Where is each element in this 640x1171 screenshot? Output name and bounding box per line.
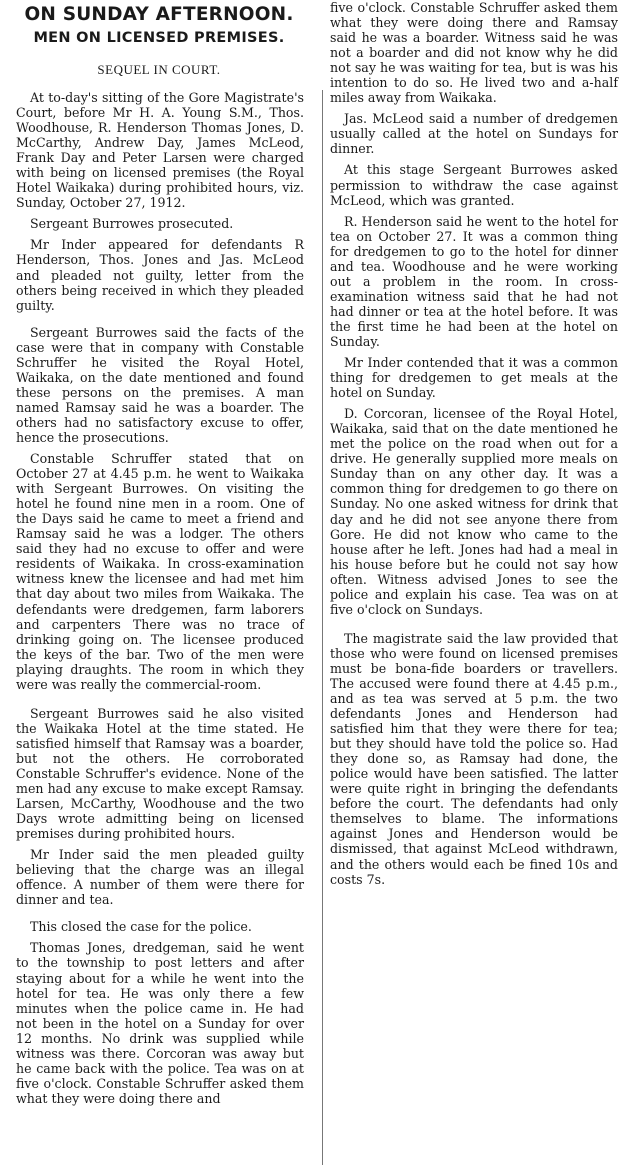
paragraph: five o'clock. Constable Schruffer asked them what they were doing there and Ramsay said he was a boarder. Witness said he was not a boarder and did not know why he did not say he was waiting for tea, but is was his intention to do so. He lived two and a-half miles away from Waikaka. (330, 0, 618, 106)
paragraph: Mr Inder appeared for defendants R Henderson, Thos. Jones and Jas. McLeod and pleaded not guilty, letter from the others being received in which they pleaded guilty. (16, 237, 304, 313)
paragraph: This closed the case for the police. (30, 919, 252, 935)
column-divider (322, 90, 323, 1165)
paragraph: At this stage Sergeant Burrowes asked permission to withdraw the case against McLeod, which was granted. (330, 162, 618, 208)
article-column-left (16, 90, 304, 1112)
paragraph: Mr Inder said the men pleaded guilty believing that the charge was an illegal offence. A number of them were there for dinner and tea. (16, 847, 304, 908)
paragraph: Sergeant Burrowes prosecuted. (30, 216, 234, 232)
paragraph: At to-day's sitting of the Gore Magistrate's Court, before Mr H. A. Young S.M., Thos. Woodhouse, R. Henderson Thomas Jones, D. McCarthy, Andrew Day, James McLeod, Frank Day and Peter Larsen were charged with being on licensed premises (the Royal Hotel Waikaka) during prohibited hours, viz. Sunday, October 27, 1912. (16, 90, 304, 211)
paragraph: Constable Schruffer stated that on October 27 at 4.45 p.m. he went to Waikaka with Sergeant Burrowes. On visiting the hotel he found nine men in a room. One of the Days said he came to meet a friend and Ramsay said he was a lodger. The others said they had no excuse to offer and were residents of Waikaka. In cross-examination witness knew the licensee and had met him that day about two miles from Waikaka. The defendants were dredgemen, farm laborers and carpenters There was no trace of drinking going on. The licensee produced the keys of the bar. Two of the men were playing draughts. The room in which they were was really the commercial-room. (16, 451, 304, 692)
paragraph: R. Henderson said he went to the hotel for tea on October 27. It was a common thing for dredgemen to go to the hotel for dinner and tea. Woodhouse and he were working out a problem in the room. In cross-examination witness said that he had not had dinner or tea at the hotel before. It was the first time he had been at the hotel on Sunday. (330, 213, 618, 349)
headline: ON SUNDAY AFTERNOON. (24, 4, 294, 25)
paragraph: D. Corcoran, licensee of the Royal Hotel, Waikaka, said that on the date mentioned he met the police on the road when out for a drive. He generally supplied more meals on Sunday than on any other day. It was a common thing for dredgemen to go there on Sunday. No one asked witness for drink that day and he did not see anyone there from Gore. He did not know who came to the house after he left. Jones had had a meal in his house before but he could not say how often. Witness advised Jones to see the police and explain his case. Tea was on at five o'clock on Sundays. (330, 406, 618, 617)
paragraph: Mr Inder contended that it was a common thing for dredgemen to get meals at the hotel on Sunday. (330, 355, 618, 401)
subheadline: MEN ON LICENSED PREMISES. (33, 30, 285, 46)
paragraph: Jas. McLeod said a number of dredgemen usually called at the hotel on Sundays for dinner. (330, 111, 618, 157)
paragraph: Sergeant Burrowes said the facts of the case were that in company with Constable Schruffer he visited the Royal Hotel, Waikaka, on the date mentioned and found these persons on the premises. A man named Ramsay said he was a boarder. The others had no satisfactory excuse to offer, hence the prosecutions. (16, 324, 304, 445)
paragraph: Thomas Jones, dredgeman, said he went to the township to post letters and after staying about for a while he went into the hotel for tea. He was only there a few minutes when the police came in. He had not been in the hotel on a Sunday for over 12 months. No drink was supplied while witness was there. Corcoran was away but he came back with the police. Tea was on at five o'clock. Constable Schruffer asked them what they were doing there and (16, 940, 304, 1106)
article-column-right (330, 0, 618, 893)
paragraph: Sergeant Burrowes said he also visited the Waikaka Hotel at the time stated. He satisfied himself that Ramsay was a boarder, but not the others. He corroborated Constable Schruffer's evidence. None of the men had any excuse to make except Ramsay. Larsen, McCarthy, Woodhouse and the two Days wrote admitting being on licensed premises during prohibited hours. (16, 705, 304, 842)
paragraph: The magistrate said the law provided that those who were found on licensed premises must be bona-fide boarders or travellers. The accused were found there at 4.45 p.m., and as tea was served at 5 p.m. the two defendants Jones and Henderson had satisfied him that they were there for tea; but they should have told the police so. Had they done so, as Ramsay had done, the police would have been satisfied. The latter were quite right in bringing the defendants before the court. The defendants had only themselves to blame. The informations against Jones and Henderson would be dismissed, that against McLeod withdrawn, and the others would each be fined 10s and costs 7s. (330, 630, 618, 887)
section-title: SEQUEL IN COURT. (97, 62, 221, 77)
